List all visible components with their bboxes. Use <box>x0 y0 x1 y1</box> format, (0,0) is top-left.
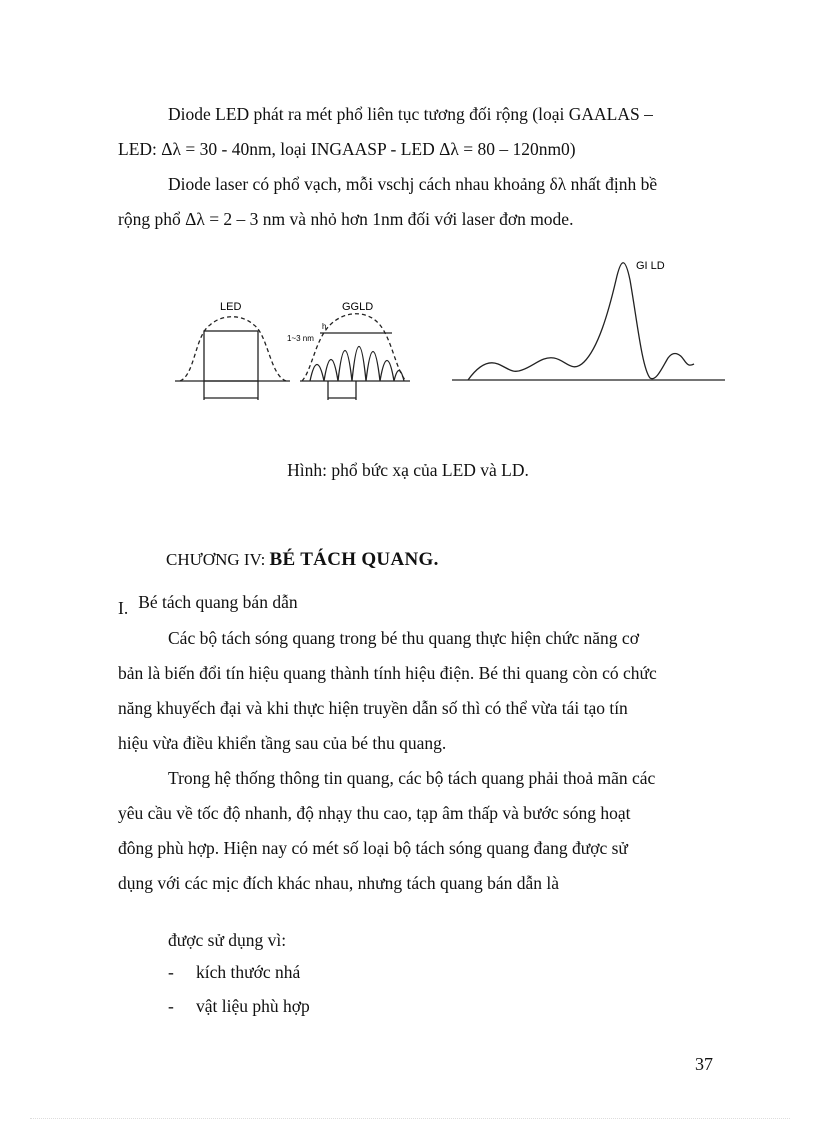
body-p2-line-4: dụng với các mịc đích khác nhau, nhưng tách quang bán dẫn là <box>118 873 560 893</box>
section-heading <box>118 592 298 618</box>
spectrum-figure <box>0 240 816 420</box>
list-item-text: kích thước nhá <box>196 962 301 982</box>
led-envelope <box>180 317 286 381</box>
body-p2-line-2: yêu cầu về tốc độ nhanh, độ nhạy thu cao, tạp âm thấp và bước sóng hoạt <box>118 803 631 823</box>
footer-rule <box>30 1118 790 1119</box>
ggld-spectrum-diagram <box>300 314 410 400</box>
list-item <box>168 962 300 983</box>
gild-curve <box>468 263 694 380</box>
ggld-modes <box>310 347 404 382</box>
intro-line-4: rộng phổ Δλ = 2 – 3 nm và nhỏ hơn 1nm đối với laser đơn mode. <box>118 209 574 229</box>
dash-bullet: - <box>168 996 174 1016</box>
led-spectrum-diagram <box>175 317 290 400</box>
list-item-text: vật liệu phù hợp <box>196 996 310 1016</box>
body-p1-line-3: năng khuyếch đại và khi thực hiện truyền dẫn số thì có thể vừa tái tạo tín <box>118 698 628 718</box>
figure-caption: Hình: phổ bức xạ của LED và LD. <box>287 460 529 480</box>
led-label: LED <box>220 301 242 313</box>
section-title: Bé tách quang bán dẫn <box>138 592 298 612</box>
dash-bullet: - <box>168 962 174 982</box>
intro-line-3: Diode laser có phổ vạch, mỗi vschj cách nhau khoảng δλ nhất định bề <box>168 174 658 194</box>
chapter-prefix: CHƯƠNG IV: <box>166 550 270 569</box>
body-p1-line-2: bản là biến đổi tín hiệu quang thành tính hiệu điện. Bé thi quang còn có chức <box>118 663 657 683</box>
body-p2-line-1: Trong hệ thống thông tin quang, các bộ tách quang phải thoả mãn các <box>168 768 656 788</box>
section-number: I. <box>118 598 129 618</box>
ggld-nm-label: 1~3 nm <box>287 334 314 343</box>
intro-line-1: Diode LED phát ra mét phổ liên tục tương đối rộng (loại GAALAS – <box>168 104 653 124</box>
gild-spectrum-diagram <box>452 263 725 380</box>
ggld-envelope <box>302 314 406 381</box>
body-p1-line-4: hiệu vừa điều khiển tầng sau của bé thu quang. <box>118 733 447 753</box>
body-p2-line-3: đông phù hợp. Hiện nay có mét số loại bộ tách sóng quang đang được sử <box>118 838 628 858</box>
led-rectangle <box>204 331 258 381</box>
page-number: 37 <box>695 1054 713 1074</box>
ggld-label: GGLD <box>342 301 374 313</box>
list-lead: được sử dụng vì: <box>168 930 287 950</box>
list-item <box>168 996 310 1017</box>
chapter-title: BÉ TÁCH QUANG. <box>269 549 439 570</box>
intro-line-2: LED: Δλ = 30 - 40nm, loại INGAASP - LED Δλ = 80 – 120nm0) <box>118 139 576 159</box>
ggld-h-label: h <box>322 322 327 331</box>
chapter-heading <box>166 549 439 571</box>
body-p1-line-1: Các bộ tách sóng quang trong bé thu quang thực hiện chức năng cơ <box>168 628 639 648</box>
gild-label: GI LD <box>636 260 665 272</box>
